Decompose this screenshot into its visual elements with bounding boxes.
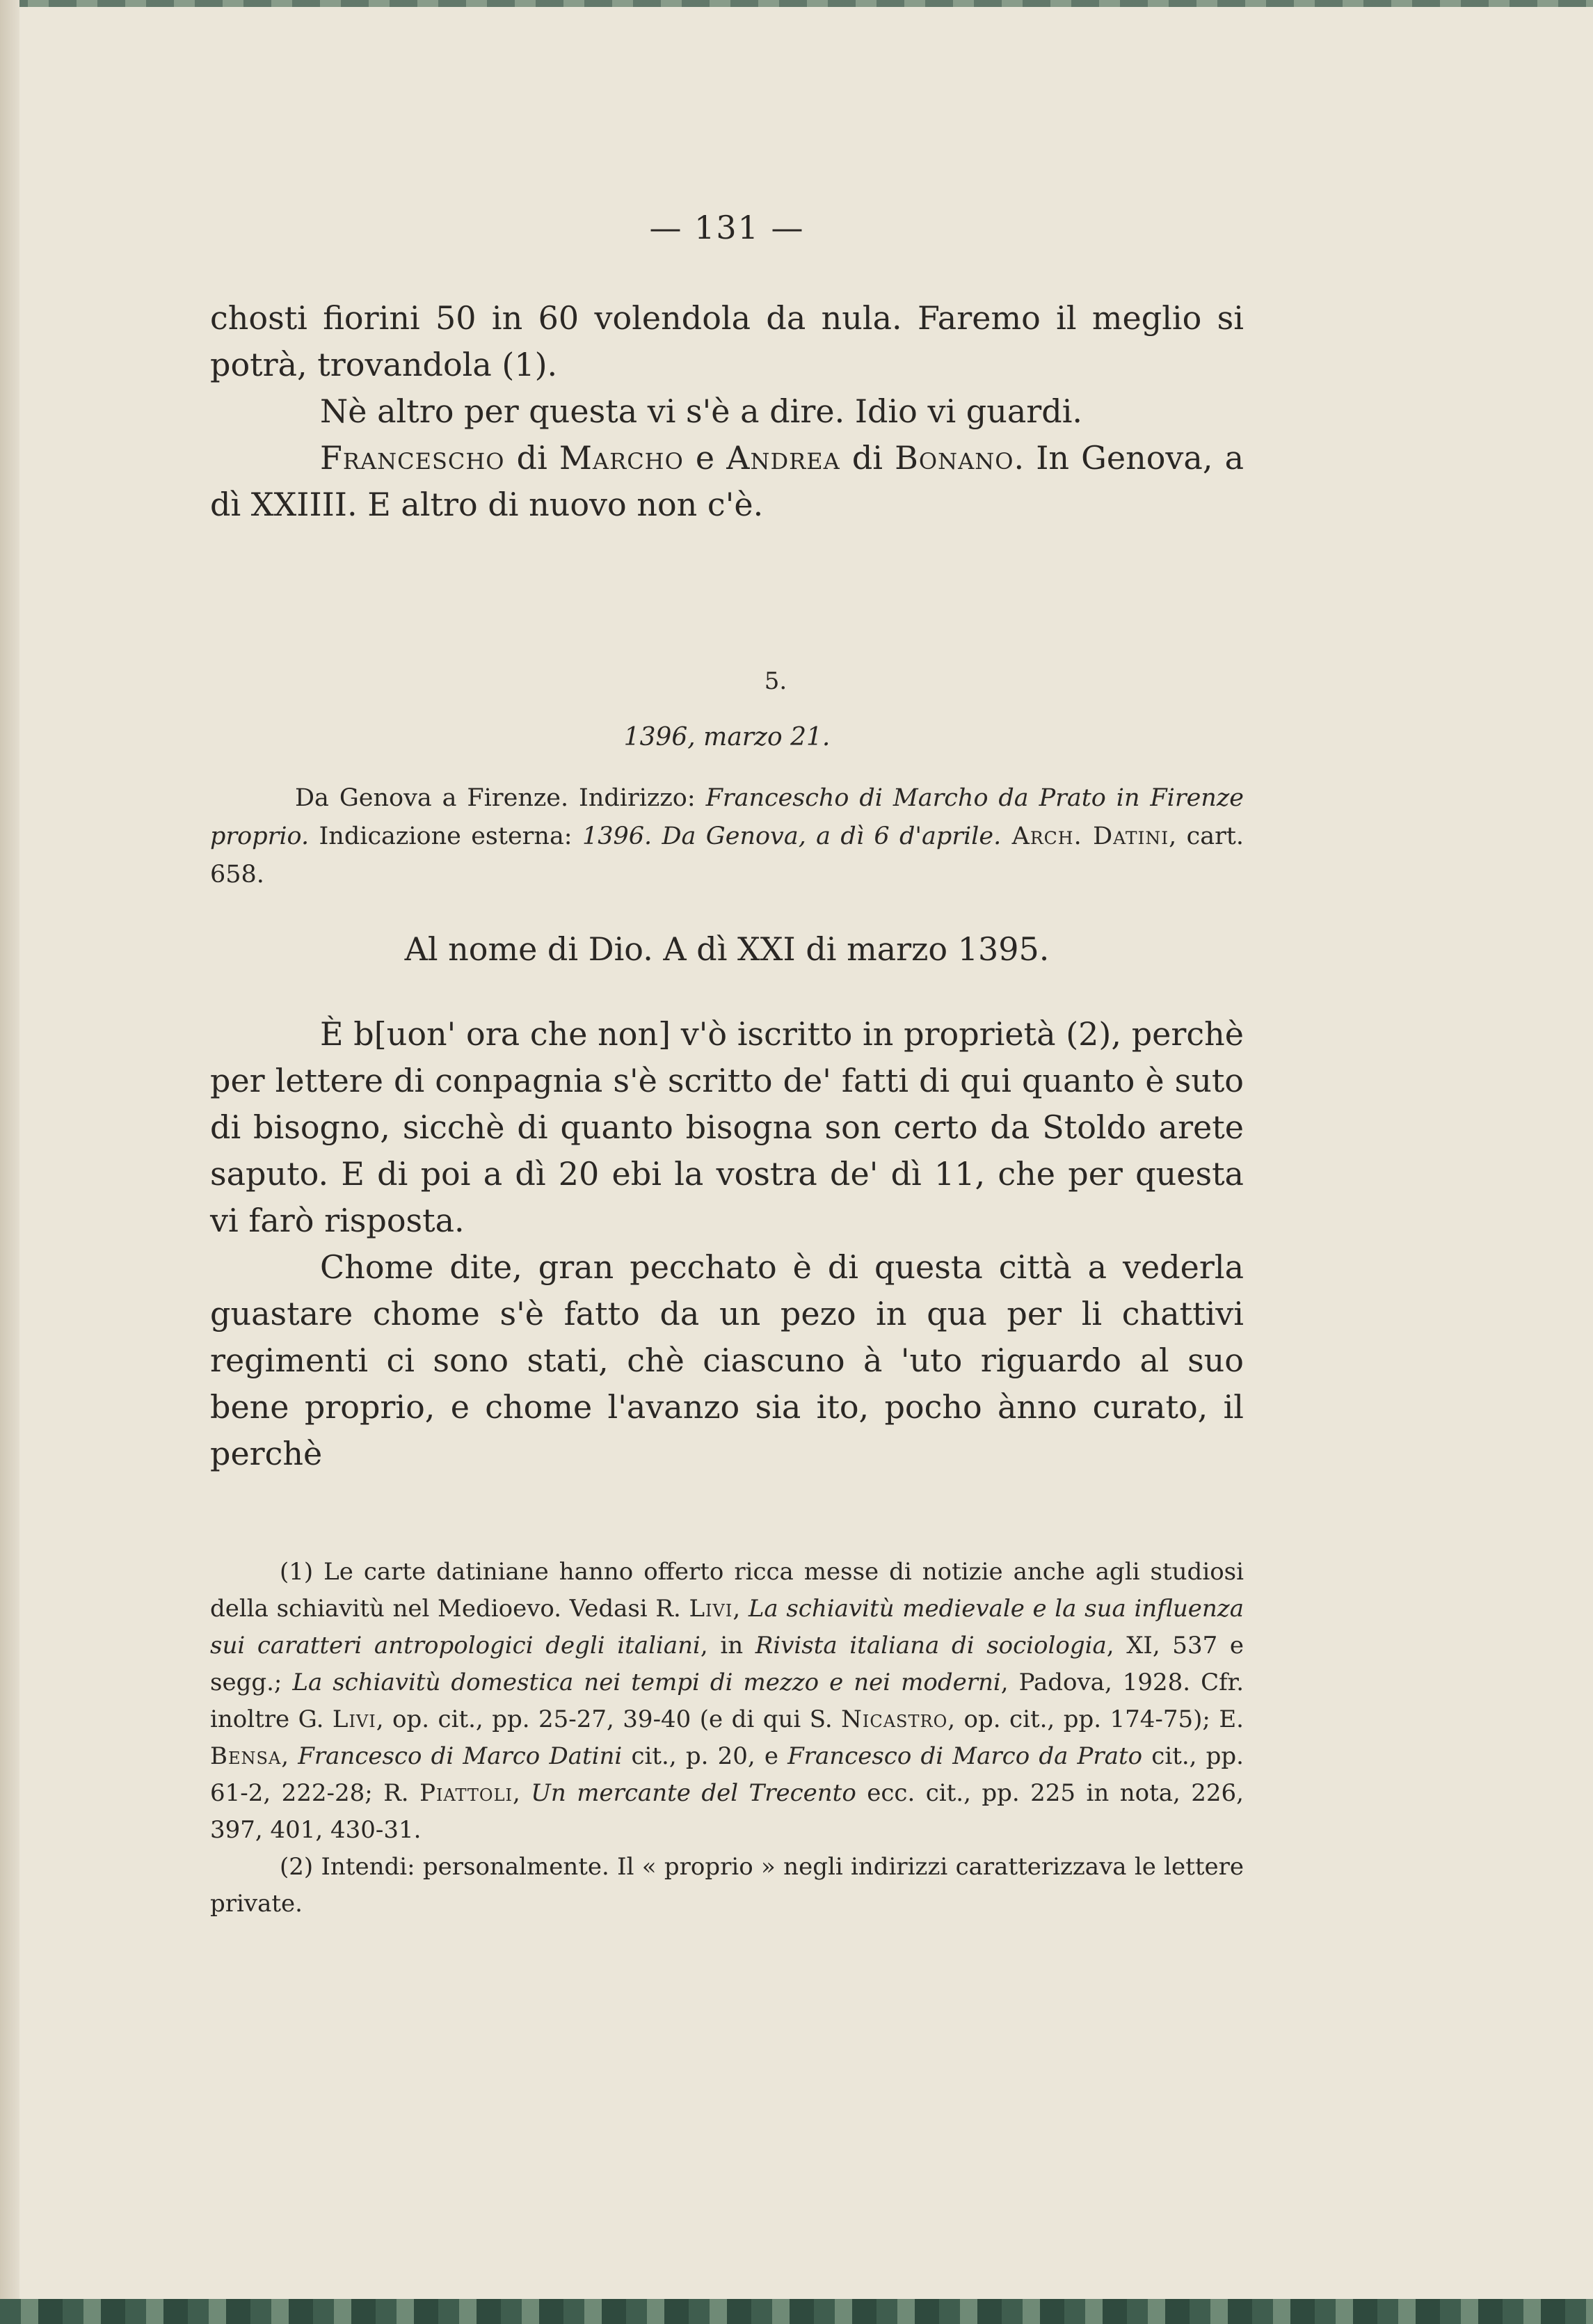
header-address: Franceschо di Marcho da Prato in Firenze proprio.: [210, 784, 1244, 850]
header-external-note: 1396. Da Genova, a dì 6 d'aprile.: [582, 822, 1002, 850]
footnote-1-text-a: (1) Le carte datiniane hanno offerto ricca messe di notizie anche agli studiosi della schiavitù nel Medioevo. Vedasi R.: [210, 1558, 1244, 1623]
footnotes: [210, 1554, 1244, 1923]
header-archive: Arch. Datini: [1001, 822, 1169, 850]
signature-name-3: Andrea: [726, 439, 840, 477]
page-content: [210, 209, 1244, 1923]
footnote-1-text-m: , op. cit., pp. 174-75); E.: [947, 1705, 1244, 1733]
continuation-line-2: Nè altro per questa vi s'è a dire. Idio vi guardi.: [320, 392, 1083, 430]
footnote-1-text-u: ,: [513, 1779, 531, 1807]
page-top-edge: [0, 0, 1593, 7]
continuation-line-1: chosti fiorini 50 in 60 volendola da nula. Faremo il meglio si potrà, trovandola (1).: [210, 299, 1244, 383]
header-text-2: Indicazione esterna:: [309, 822, 582, 850]
signature-e: e: [683, 439, 727, 477]
footnote-1-text-g: , XI, 537 e segg.;: [210, 1632, 1244, 1696]
footnote-1-title-4: Francesco di Marco da Prato: [787, 1742, 1143, 1770]
page-gutter: [0, 0, 19, 2324]
footnote-1-text-c: ,: [733, 1595, 749, 1623]
signature-rest: . In Genova, a dì XXIIII. E altro di nuovo non c'è.: [210, 439, 1244, 523]
letter-invocation: Al nome di Dio. A dì XXI di marzo 1395.: [404, 930, 1050, 968]
signature-name-1: Franceschо: [320, 439, 505, 477]
letter-body: [210, 1011, 1244, 1477]
page-bottom-edge: [0, 2299, 1593, 2324]
footnote-1-journal: Rivista italiana di sociologia: [755, 1632, 1107, 1660]
signature-di-1: di: [504, 439, 559, 477]
footnote-1-text-k: , op. cit., pp. 25-27, 39-40 (e di qui S.: [376, 1705, 842, 1733]
letter-paragraph-2: Chome dite, gran pecchato è di questa città a vederla guastare chome s'è fatto da un pezo in qua per li chattivi regimenti ci sono stati, chè ciascuno à 'uto riguardo al suo bene proprio, e chome l'avanzo sia ito, pocho ànno curato, il perchè: [210, 1248, 1244, 1472]
footnote-1-text-w: ecc. cit., pp. 225 in nota, 226, 397, 401, 430-31.: [210, 1779, 1244, 1844]
page-number: — 131 —: [649, 209, 805, 246]
footnote-1-title-1: La schiavitù medievale e la sua influenza sui caratteri antropologici degli italiani: [210, 1595, 1244, 1660]
letter-paragraph-1: È b[uon' ora che non] v'ò iscritto in proprietà (2), perchè per lettere di conpagnia s'è scritto de' fatti di qui quanto è suto di bisogno, sicchè di quanto bisogna son certo da Stoldo arete saputo. E di poi a dì 20 ebi la vostra de' dì 11, che per questa vi farò risposta.: [210, 1015, 1244, 1239]
footnote-2: (2) Intendi: personalmente. Il « proprio » negli indirizzi caratterizzava le lettere private.: [210, 1853, 1244, 1918]
footnote-1-text-o: ,: [281, 1742, 298, 1770]
footnote-1-author-bensa: Bensa: [210, 1742, 282, 1770]
header-text-3: , cart. 658.: [210, 822, 1244, 889]
footnote-1: [210, 1554, 1244, 1849]
footnote-1-text-s: cit., pp. 61-2, 222-28; R.: [210, 1742, 1244, 1807]
footnote-1-author-livi: Livi: [689, 1595, 733, 1623]
footnote-1-text-q: cit., p. 20, e: [622, 1742, 788, 1770]
footnote-1-text-e: , in: [700, 1632, 755, 1660]
signature-name-4: Bonano: [895, 439, 1014, 477]
footnote-1-author-nicastro: Nicastro: [841, 1705, 948, 1733]
footnote-1-title-5: Un mercante del Trecento: [531, 1779, 856, 1807]
document-header-note: [210, 779, 1244, 894]
document-date: 1396, marzo 21.: [623, 723, 831, 751]
signature-di-2: di: [840, 439, 895, 477]
signature-name-2: Marcho: [559, 439, 684, 477]
footnote-1-author-piattoli: Piattoli: [419, 1779, 513, 1807]
header-text-1: Da Genova a Firenze. Indirizzo:: [295, 784, 706, 812]
signature-line: [210, 435, 1244, 528]
document-number: 5.: [764, 667, 787, 695]
footnote-1-title-3: Francesco di Marco Datini: [298, 1742, 623, 1770]
footnote-1-author-livi-2: Livi: [332, 1705, 376, 1733]
footnote-1-text-i: , Padova, 1928. Cfr. inoltre G.: [210, 1669, 1244, 1733]
footnote-1-title-2: La schiavitù domestica nei tempi di mezzo e nei moderni: [292, 1669, 1001, 1696]
